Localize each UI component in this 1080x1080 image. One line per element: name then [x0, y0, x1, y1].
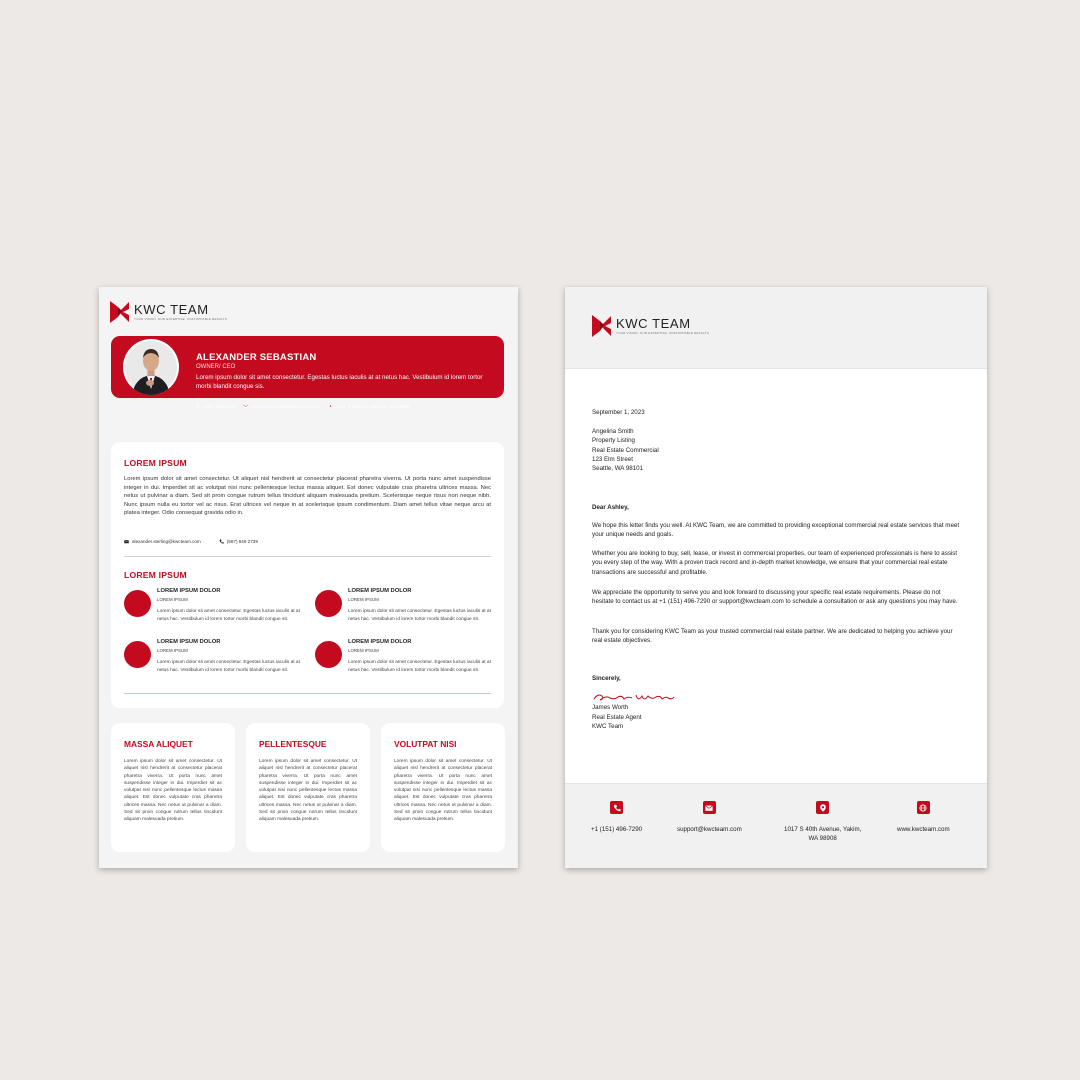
signer-line: James Worth [592, 704, 629, 711]
feature-item [315, 639, 491, 687]
red-circle-icon [315, 641, 342, 668]
brand-tagline: YOUR VISION, OUR EXPERTISE, UNSTOPPABLE RESULTS [616, 331, 710, 335]
section-title: LOREM IPSUM [124, 458, 187, 468]
handwritten-signature [592, 688, 676, 704]
feature-item-text: Lorem ipsum dolor sit amet consectetur. Egestas luctus iaculis at at netus hac. Vestibulum id lorem tortor morbi blandit congue sit. [157, 609, 300, 622]
feature-item-title: LOREM IPSUM DOLOR [348, 639, 412, 645]
info-box-title: MASSA ALIQUET [124, 739, 193, 749]
phone-icon [196, 404, 201, 409]
profile-role: OWNER/ CEO [196, 364, 236, 370]
mail-icon [703, 801, 716, 814]
profile-address-text: 1017 S 40th Ave Yakima, WA 98908 [335, 404, 410, 409]
location-pin-icon [816, 801, 829, 814]
phone-icon [610, 801, 623, 814]
feature-item-title: LOREM IPSUM DOLOR [157, 588, 221, 594]
feature-item-text: Lorem ipsum dolor sit amet consectetur. Egestas luctus iaculis at at netus hac. Vestibulum id lorem tortor morbi blandit congue sit. [348, 660, 491, 673]
feature-item-title: LOREM IPSUM DOLOR [348, 588, 412, 594]
recipient-line: Property Listing [592, 437, 635, 444]
footer-phone-text: +1 (151) 496-7290 [591, 826, 643, 833]
section-email-text: alexander.sterling@kwcteam.com [132, 539, 201, 544]
feature-item-subtitle: LOREM IPSUM [348, 597, 379, 602]
profile-bio: Lorem ipsum dolor sit amet consectetur. Egestas luctus iaculis at at netus hac. Vestibulum id lorem tortor morbi blandit congue sis. [196, 374, 483, 390]
feature-item-title: LOREM IPSUM DOLOR [157, 639, 221, 645]
letter-closing: Sincerely, [592, 675, 621, 682]
feature-item-subtitle: LOREM IPSUM [157, 597, 188, 602]
footer-website-text: www.kwcteam.com [897, 826, 950, 833]
signer-line: KWC Team [592, 723, 624, 730]
profile-email-text: alexander.sterling@kwcteam.com [251, 404, 320, 409]
letter-paragraph: We hope this letter finds you well. At KWC Team, we are committed to providing exceptional commercial real estate services that meet your unique needs and goals. [592, 522, 960, 539]
section-phone-text: (567) 849 2739 [226, 539, 258, 544]
red-circle-icon [124, 641, 151, 668]
footer-address-line2: WA 98908 [808, 835, 837, 843]
feature-item-subtitle: LOREM IPSUM [157, 648, 188, 653]
recipient-line: Angelina Smith [592, 428, 634, 435]
letter-paragraph: We appreciate the opportunity to serve you and look forward to discussing your specific real estate requirements. Please do not hesitate to contact us at +1 (151) 496-7290 or support@kwcteam.com to schedule a consultation or ask any questions you may have. [592, 589, 958, 606]
info-box [381, 723, 505, 852]
brand-tagline: YOUR VISION, OUR EXPERTISE, UNSTOPPABLE RESULTS [134, 317, 228, 321]
profile-email [243, 404, 320, 409]
profile-phone-text: (567) 849 2739 [204, 404, 236, 409]
letter-greeting: Dear Ashley, [592, 504, 629, 511]
phone-icon [219, 539, 224, 544]
profile-card [111, 336, 504, 409]
location-pin-icon [328, 404, 333, 409]
profile-document [99, 287, 518, 868]
profile-address [328, 404, 409, 409]
brand-name: KWC TEAM [616, 316, 691, 331]
feature-item [124, 588, 300, 636]
section-phone [219, 539, 258, 544]
footer-website [897, 801, 950, 834]
footer-address-line1: 1017 S 40th Avenue, Yakim, [784, 826, 862, 833]
section-divider-red [124, 693, 491, 694]
feature-item-text: Lorem ipsum dolor sit amet consectetur. Egestas luctus iaculis at at netus hac. Vestibulum id lorem tortor morbi blandit congue sit. [348, 609, 491, 622]
brand-logo [592, 315, 709, 337]
profile-phone [196, 404, 235, 409]
mail-icon [124, 539, 129, 544]
feature-item [124, 639, 300, 687]
info-box-title: PELLENTESQUE [259, 739, 327, 749]
main-panel [111, 442, 504, 708]
kwc-logo-mark-icon [592, 315, 612, 337]
footer-email-text: support@kwcteam.com [677, 826, 742, 833]
section-divider [124, 556, 491, 557]
avatar [123, 339, 179, 395]
recipient-line: Seattle, WA 98101 [592, 465, 644, 472]
letter-paragraph: Whether you are looking to buy, sell, lease, or invest in commercial properties, our team of experienced professionals is here to assist you every step of the way. With a proven track record and in-depth market knowledge, we ensure that your commercial real estate transactions are successful and profitable. [592, 550, 958, 576]
section-contacts [124, 539, 258, 544]
red-circle-icon [124, 590, 151, 617]
info-box-text: Lorem ipsum dolor sit amet consectetur. Ut aliquet nisl hendrerit at consectetur placerat pharetra viverra. Ut porta nunc amet suspendisse integer in dui. Imperdiet sit ac volutpat nisi nunc pellentesque lectus massa aliquet. Est donec vulputate cras pharetra ultrices massa. Nec netus ut pulvinar a diam. Sed sit proin congue rutrum tellus tincidunt aliquam malesuada pretium. [394, 759, 492, 823]
signer-line: Real Estate Agent [592, 714, 642, 721]
letter-header [565, 287, 987, 369]
letter-date: September 1, 2023 [592, 409, 645, 416]
info-box-text: Lorem ipsum dolor sit amet consectetur. Ut aliquet nisl hendrerit at consectetur placerat pharetra viverra. Ut porta nunc amet suspendisse integer in dui. Imperdiet sit ac volutpat nisi nunc pellentesque lectus massa aliquet. Est donec vulputate cras pharetra ultrices massa. Nec netus ut pulvinar a diam. Sed sit proin congue rutrum tellus tincidunt aliquam malesuada pretium. [259, 759, 357, 823]
person-photo-icon [123, 339, 179, 395]
recipient-line: Real Estate Commercial [592, 447, 659, 454]
globe-icon [917, 801, 930, 814]
kwc-logo-mark-icon [110, 301, 130, 323]
profile-name: ALEXANDER SEBASTIAN [196, 352, 317, 363]
profile-contact-row [196, 404, 409, 409]
section-title-2: LOREM IPSUM [124, 570, 187, 580]
letter-paragraph: Thank you for considering KWC Team as your trusted commercial real estate partner. We are dedicated to helping you achieve your real estate objectives. [592, 628, 953, 645]
brand-logo [110, 301, 227, 323]
footer-email [677, 801, 742, 834]
brand-name: KWC TEAM [134, 302, 209, 317]
footer-phone [591, 801, 642, 834]
recipient-line: 123 Elm Street [592, 456, 633, 463]
red-circle-icon [315, 590, 342, 617]
section-email [124, 539, 201, 544]
feature-item [315, 588, 491, 636]
info-box-title: VOLUTPAT NISI [394, 739, 457, 749]
info-box [111, 723, 235, 852]
feature-item-text: Lorem ipsum dolor sit amet consectetur. Egestas luctus iaculis at at netus hac. Vestibulum id lorem tortor morbi blandit congue sit. [157, 660, 300, 673]
feature-item-subtitle: LOREM IPSUM [348, 648, 379, 653]
mail-icon [243, 404, 248, 409]
section-body: Lorem ipsum dolor sit amet consectetur. Ut aliquet nisl hendrerit at consectetur placerat pharetra viverra. Ut porta nunc amet suspendisse integer in dui. Imperdiet sit ac volutpat nisi nunc pellentesque lectus massa aliquet. Est donec vulputate cras pharetra ultrices massa. Nec netus ut pulvinar a diam. Sed sit proin congue rutrum tellus tincidunt aliquam malesuada pretium. Scelerisque neque risus non neque nibh. Nunc ipsum nulla eu tortor vel ac risus. Erat ultrices vel neque in at scelerisque ipsum condimentum. Diam amet tellus vitae neque arcu at platea integer. Odio consequat gravida odio in. [124, 476, 491, 516]
info-box [246, 723, 370, 852]
letterhead-document [565, 287, 987, 868]
info-box-text: Lorem ipsum dolor sit amet consectetur. Ut aliquet nisl hendrerit at consectetur placerat pharetra viverra. Ut porta nunc amet suspendisse integer in dui. Imperdiet sit ac volutpat nisi nunc pellentesque lectus massa aliquet. Est donec vulputate cras pharetra ultrices massa. Nec netus ut pulvinar a diam. Sed sit proin congue rutrum tellus tincidunt aliquam malesuada pretium. [124, 759, 222, 823]
footer-address [784, 801, 861, 844]
